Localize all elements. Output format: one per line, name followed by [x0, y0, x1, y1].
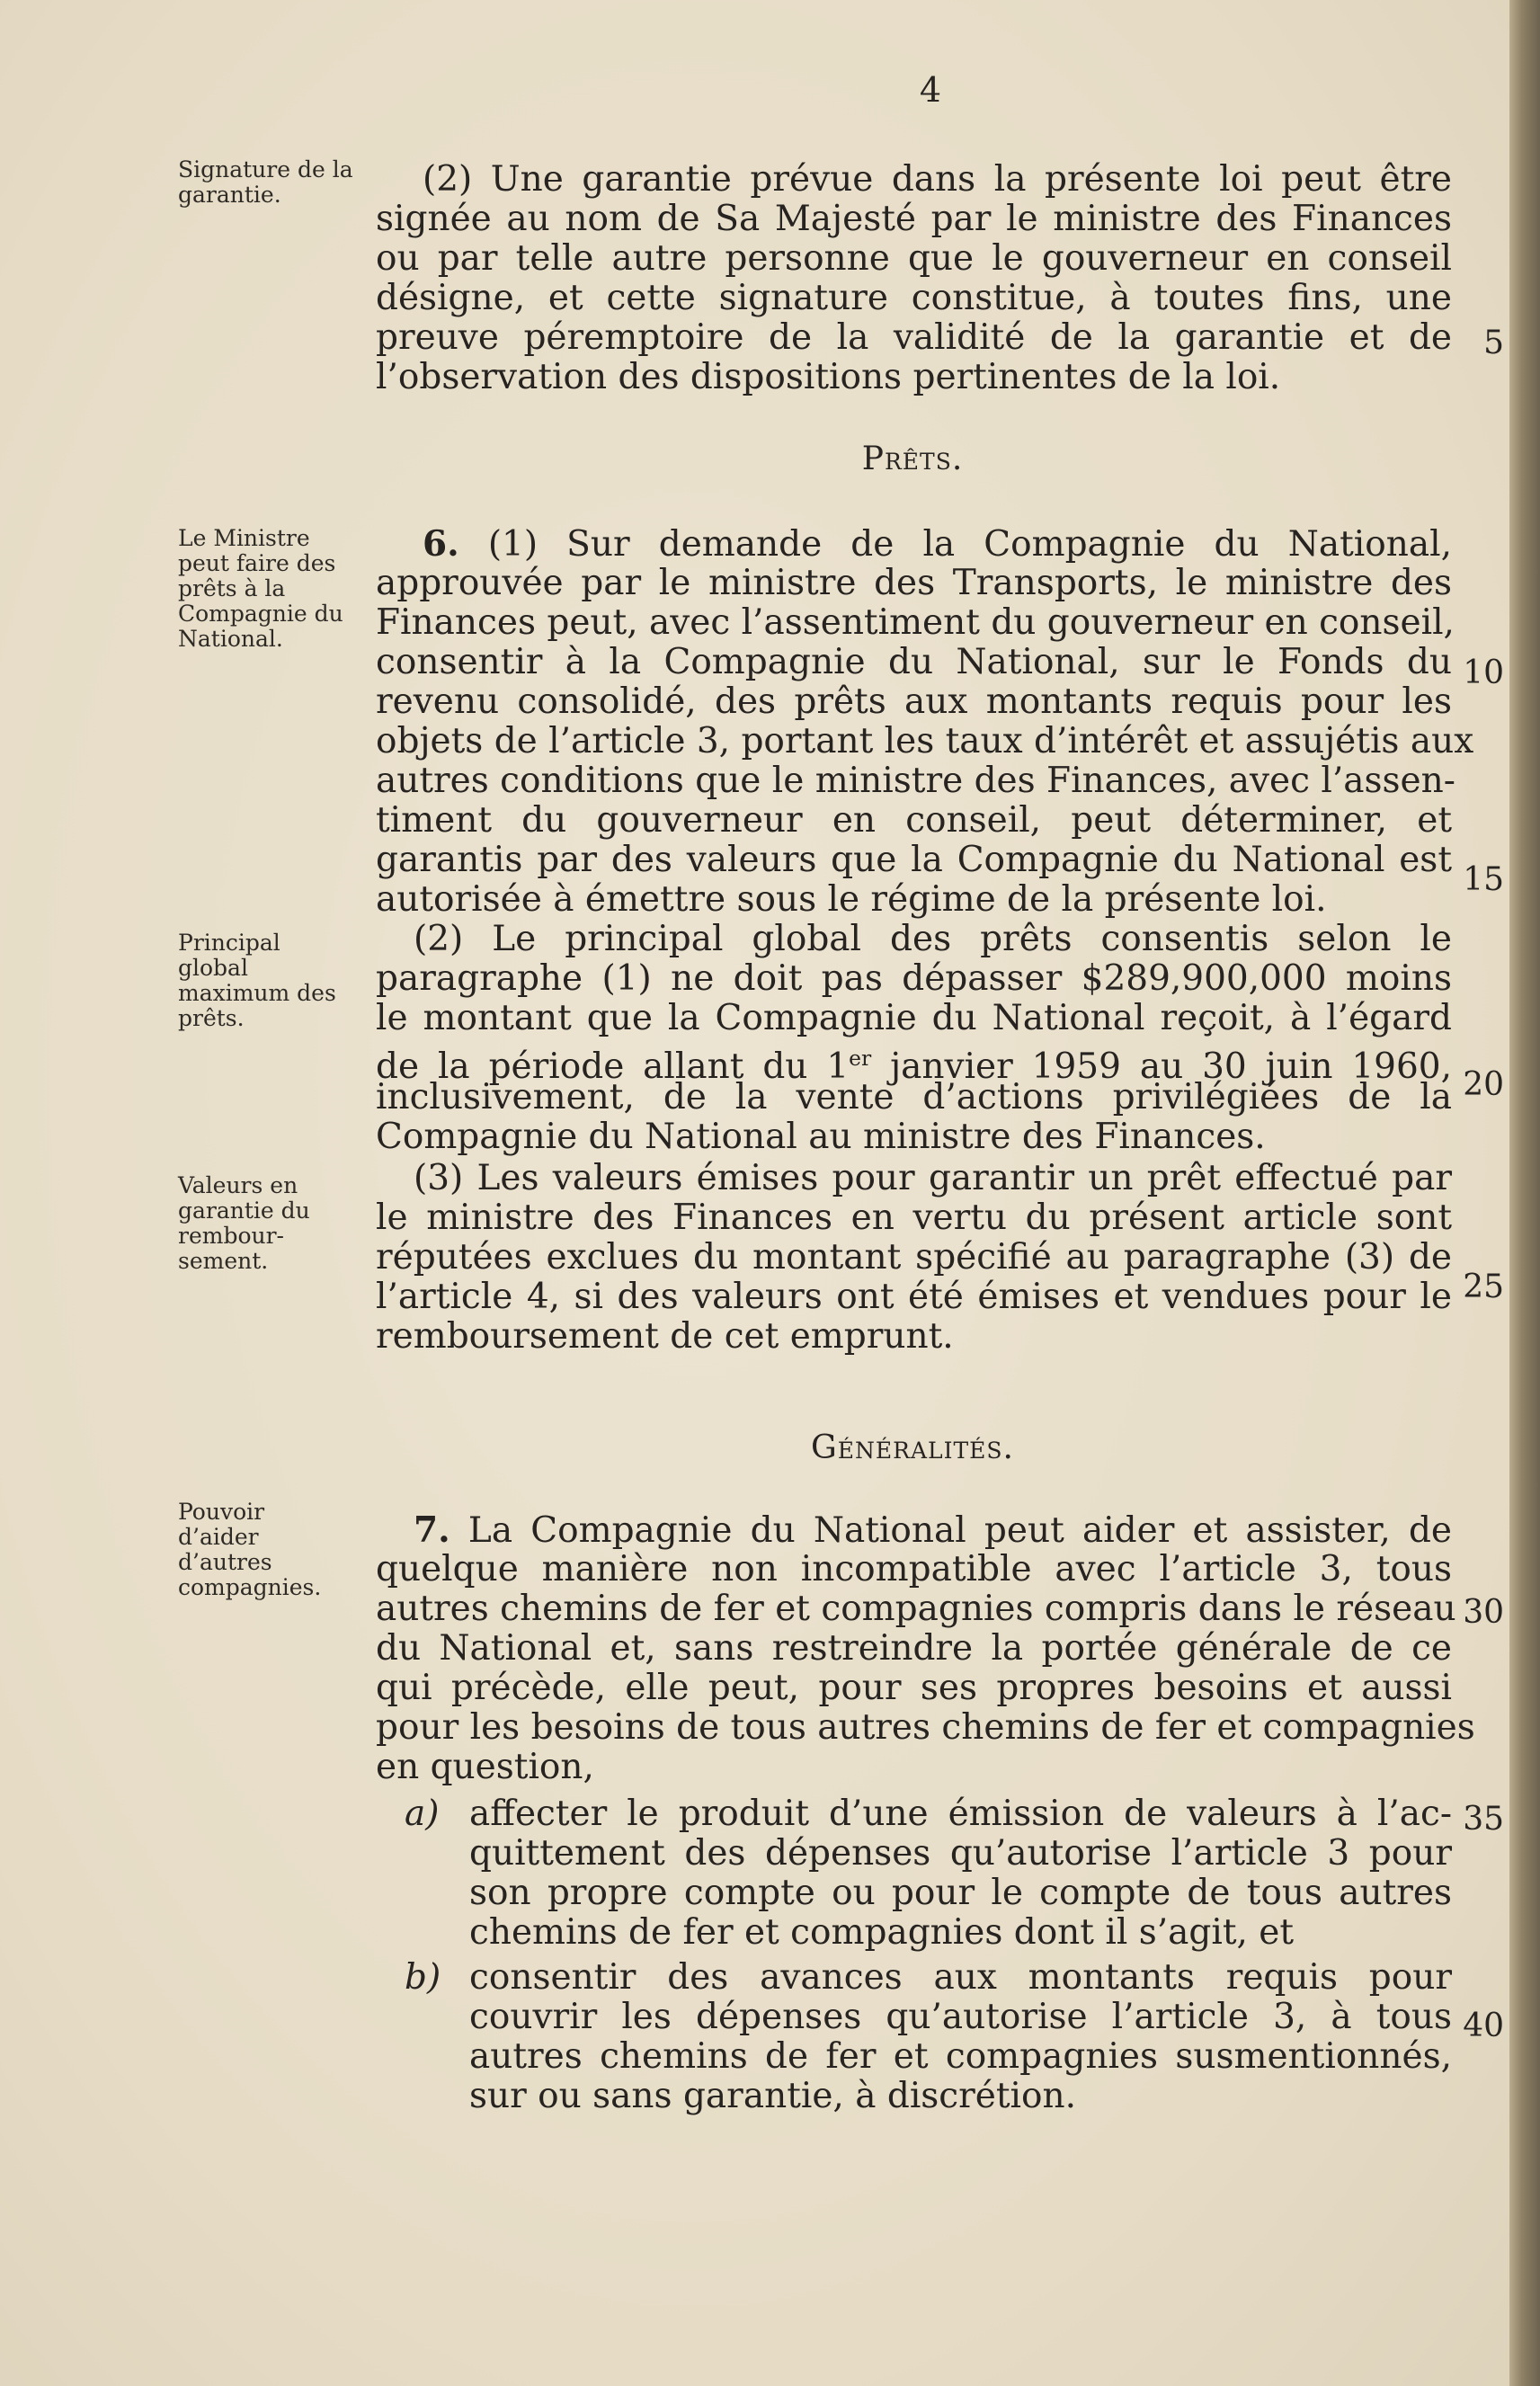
text-line: (3) Les valeurs émises pour garantir un prêt effectué par [414, 1158, 1452, 1198]
heading-text: Prêts. [861, 441, 964, 477]
text-line: affecter le produit d’une émission de valeurs à l’ac- [469, 1794, 1452, 1834]
text-line: consentir des avances aux montants requis pour [469, 1957, 1452, 1998]
margin-note-valeurs: Valeurs en garantie du rembour-sement. [178, 1172, 310, 1274]
margin-note-principal: Principal global maximum des prêts. [178, 930, 336, 1031]
text-line: approuvée par le ministre des Transports, le ministre des [376, 563, 1452, 603]
text-line: remboursement de cet emprunt. [376, 1316, 954, 1357]
line-number: 10 [1463, 654, 1504, 691]
text-line: preuve péremptoire de la validité de la garantie et de [376, 317, 1452, 358]
text-line: couvrir les dépenses qu’autorise l’article 3, à tous [469, 1997, 1452, 2037]
section-number: 6. [423, 523, 459, 565]
text-line: chemins de fer et compagnies dont il s’agit, et [469, 1912, 1295, 1953]
text-line: désigne, et cette signature constitue, à toutes fins, une [376, 278, 1452, 318]
text-line: l’observation des dispositions pertinentes de la loi. [376, 357, 1281, 397]
text-line: revenu consolidé, des prêts aux montants requis pour les [376, 681, 1452, 722]
text-line: autres conditions que le ministre des Finances, avec l’assen- [376, 761, 1455, 801]
line-number: 15 [1463, 861, 1504, 898]
line-number: 35 [1463, 1801, 1504, 1838]
text-line: le ministre des Finances en vertu du présent article sont [376, 1197, 1452, 1238]
page-number: 4 [919, 70, 942, 110]
text-line: son propre compte ou pour le compte de tous autres [469, 1873, 1452, 1913]
superscript: er [849, 1046, 872, 1071]
section-7-first-line [414, 1510, 1452, 1551]
page-edge [1509, 0, 1540, 2386]
line-number: 20 [1463, 1066, 1504, 1103]
text-line: autorisée à émettre sous le régime de la présente loi. [376, 879, 1327, 920]
margin-note-signature: Signature de la garantie. [178, 156, 353, 208]
text-line: l’article 4, si des valeurs ont été émises et vendues pour le [376, 1277, 1452, 1317]
text-line: ou par telle autre personne que le gouverneur en conseil [376, 238, 1452, 279]
section-6-first-line [423, 524, 1452, 565]
text-line: en question, [376, 1747, 594, 1787]
text-line: quittement des dépenses qu’autorise l’article 3 pour [469, 1833, 1452, 1874]
line-number: 5 [1483, 325, 1504, 361]
paragraph-label-a: a) [405, 1794, 440, 1834]
text-line: Finances peut, avec l’assentiment du gouverneur en conseil, [376, 602, 1455, 643]
margin-note-pouvoir: Pouvoir d’aider d’autres compagnies. [178, 1499, 322, 1600]
paragraph-label-b: b) [405, 1957, 441, 1998]
text-span: (1) Sur demande de la Compagnie du National, [487, 524, 1452, 565]
text-line: quelque manière non incompatible avec l’article 3, tous [376, 1549, 1452, 1589]
line-number: 30 [1463, 1594, 1504, 1631]
text-line: autres chemins de fer et compagnies susmentionnés, [469, 2036, 1452, 2077]
text-line: du National et, sans restreindre la portée générale de ce [376, 1628, 1452, 1669]
text-span: La Compagnie du National peut aider et assister, de [467, 1510, 1452, 1551]
text-span: de la période allant du 1 [376, 1046, 850, 1087]
section-number: 7. [414, 1509, 450, 1551]
heading-text: Généralités. [811, 1429, 1014, 1466]
text-line: paragraphe (1) ne doit pas dépasser $289,900,000 moins [376, 958, 1452, 999]
margin-note-prets: Le Ministre peut faire des prêts à la Compagnie du National. [178, 525, 343, 652]
text-line: réputées exclues du montant spécifié au paragraphe (3) de [376, 1237, 1452, 1278]
text-line: qui précède, elle peut, pour ses propres besoins et aussi [376, 1668, 1452, 1708]
text-line: (2) Une garantie prévue dans la présente loi peut être [423, 159, 1452, 200]
text-line: pour les besoins de tous autres chemins de fer et compagnies [376, 1707, 1475, 1748]
line-number: 25 [1463, 1269, 1504, 1305]
text-line: autres chemins de fer et compagnies compris dans le réseau [376, 1589, 1456, 1629]
section-heading-generalites [360, 1429, 1465, 1466]
text-line: timent du gouverneur en conseil, peut déterminer, et [376, 800, 1452, 841]
text-line: garantis par des valeurs que la Compagnie du National est [376, 840, 1452, 880]
section-heading-prets [360, 441, 1465, 477]
text-line: sur ou sans garantie, à discrétion. [469, 2076, 1077, 2116]
text-span: janvier 1959 au 30 juin 1960, [871, 1046, 1453, 1087]
text-line: inclusivement, de la vente d’actions privilégiées de la [376, 1077, 1452, 1117]
line-number: 40 [1463, 2008, 1504, 2044]
text-line: le montant que la Compagnie du National reçoit, à l’égard [376, 998, 1452, 1038]
text-line: consentir à la Compagnie du National, sur le Fonds du [376, 642, 1452, 682]
text-line: objets de l’article 3, portant les taux d’intérêt et assujétis aux [376, 721, 1474, 761]
text-line: Compagnie du National au ministre des Finances. [376, 1117, 1266, 1157]
text-line: (2) Le principal global des prêts consentis selon le [414, 919, 1452, 959]
text-line: signée au nom de Sa Majesté par le ministre des Finances [376, 199, 1452, 239]
